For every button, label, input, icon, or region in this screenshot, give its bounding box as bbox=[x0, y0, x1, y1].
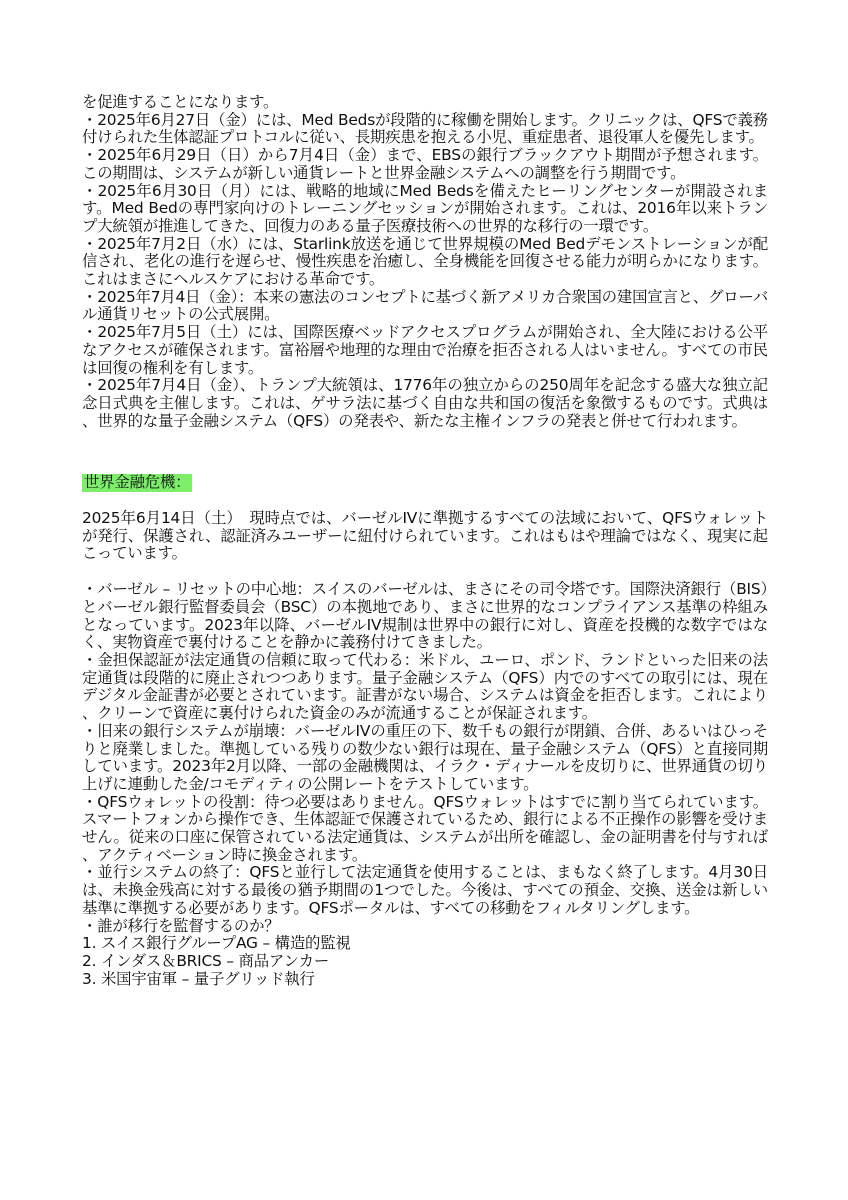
bullet-parallel-end: ・並行システムの終了：QFSと並行して法定通貨を使用することは、まもなく終了します。4月30日は、未換金残高に対する最後の猶予期間の1つでした。今後は、すべての預金、交換、送金は新しい基準に準拠する必要があります。QFSポータルは、すべての移動をフィルタリングします。 bbox=[82, 863, 768, 917]
intro-paragraph: 2025年6月14日（土） 現時点では、バーゼルIVに準拠するすべての法域において、QFSウォレットが発行、保護され、認証済みユーザーに紐付けられています。これはもはや理論ではなく、現実に起こっています。 bbox=[82, 509, 768, 563]
oversight-list-item: 1. スイス銀行グループAG – 構造的監視 bbox=[82, 934, 351, 953]
spacer bbox=[82, 563, 768, 581]
bullet-banking-collapse: ・旧来の銀行システムが崩壊：バーゼルIVの重圧の下、数千もの銀行が閉鎖、合併、あるいはひっそりと廃業しました。準拠している残りの数少ない銀行は現在、量子金融システム（QFS）と直接同期しています。2023年2月以降、一部の金融機関は、イラク・ディナールを皮切りに、世界通貨の切り上げに連動した金/コモディティの公開レートをテストしています。 bbox=[82, 721, 768, 793]
list-item-access-program: ・2025年7月5日（土）には、国際医療ベッドアクセスプログラムが開始され、全大陸における公平なアクセスが確保されます。富裕層や地理的な理由で治療を拒否される人はいません。すべての市民は回復の権利を有します。 bbox=[82, 323, 768, 377]
spacer bbox=[82, 430, 768, 474]
paragraph-continuation: を促進することになります。 bbox=[82, 93, 279, 111]
bullet-gold-certification: ・金担保認証が法定通貨の信頼に取って代わる：米ドル、ユーロ、ポンド、ランドといった旧来の法定通貨は段階的に廃止されつつあります。量子金融システム（QFS）内でのすべての取引には、現在デジタル金証書が必要とされています。証書がない場合、システムは資金を拒否します。これにより、クリーンで資産に裏付けられた資金のみが流通することが保証されます。 bbox=[82, 650, 768, 723]
bullet-basel: ・バーゼル – リセットの中心地：スイスのバーゼルは、まさにその司令塔です。国際決済銀行（BIS）とバーゼル銀行監督委員会（BSC）の本拠地であり、まさに世界的なコンプライアンス基準の枠組みとなっています。2023年以降、バーゼルIV規制は世界中の銀行に対し、資産を投機的な数字ではなく、実物資産で裏付けることを静かに義務付けてきました。 bbox=[82, 580, 768, 652]
list-item-independence-ceremony: ・2025年7月4日（金）、トランプ大統領は、1776年の独立からの250周年を記念する盛大な独立記念日式典を主催します。これは、ゲサラ法に基づく自由な共和国の復活を象徴するものです。式典は、世界的な量子金融システム（QFS）の発表や、新たな主権インフラの発表と併せて行われます。 bbox=[82, 376, 768, 430]
bullet-qfs-wallet: ・QFSウォレットの役割：待つ必要はありません。QFSウォレットはすでに割り当てられています。スマートフォンから操作でき、生体認証で保護されているため、銀行による不正操作の影響を受けません。従来の口座に保管されている法定通貨は、システムが出所を確認し、金の証明書を付与すれば、アクティベーション時に換金されます。 bbox=[82, 792, 768, 864]
spacer bbox=[82, 492, 768, 510]
document-page bbox=[82, 94, 768, 988]
section-heading: 世界金融危機： bbox=[84, 473, 191, 492]
oversight-list-item: 2. インダス＆BRICS – 商品アンカー bbox=[82, 951, 330, 970]
list-item-founding-declaration: ・2025年7月4日（金）：本来の憲法のコンセプトに基づく新アメリカ合衆国の建国宣言と、グローバル通貨リセットの公式展開。 bbox=[82, 287, 769, 324]
list-item-med-beds-start: ・2025年6月27日（金）には、Med Bedsが段階的に稼働を開始します。クリニックは、QFSで義務付けられた生体認証プロトコルに従い、長期疾患を抱える小児、重症患者、退役軍人を優先します。 bbox=[82, 110, 768, 147]
list-item-healing-centers: ・2025年6月30日（月）には、戦略的地域にMed Bedsを備えたヒーリングセンターが開設されます。Med Bedの専門家向けのトレーニングセッションが開始されます。これは、2016年以来トランプ大統領が推進してきた、回復力のある量子医療技術への世界的な移行の一環です。 bbox=[82, 181, 768, 235]
oversight-question: ・誰が移行を監督するのか？ bbox=[82, 916, 280, 935]
oversight-list-item: 3. 米国宇宙軍 – 量子グリッド執行 bbox=[82, 969, 315, 988]
list-item-starlink-demo: ・2025年7月2日（水）には、Starlink放送を通じて世界規模のMed Bedデモンストレーションが配信され、老化の進行を遅らせ、慢性疾患を治癒し、全身機能を回復させる能力が明らかになります。これはまさにヘルスケアにおける革命です。 bbox=[82, 234, 768, 289]
list-item-ebs-blackout: ・2025年6月29日（日）から7月4日（金）まで、EBSの銀行ブラックアウト期間が予想されます。この期間は、システムが新しい通貨レートと世界金融システムへの調整を行う期間です。 bbox=[82, 146, 768, 182]
